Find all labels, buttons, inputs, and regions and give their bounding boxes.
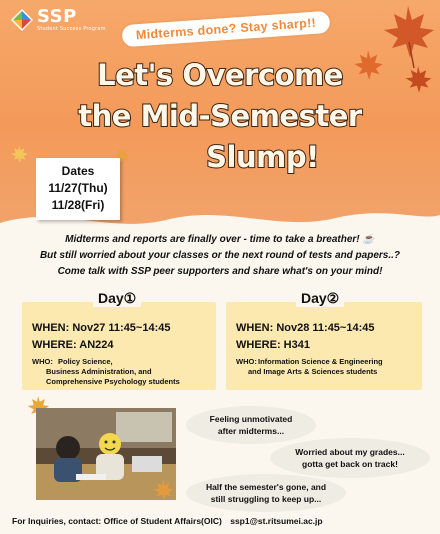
title-line-3: Slump!: [206, 140, 319, 174]
bubble-line: Half the semester's gone, and: [205, 482, 327, 492]
bubble-line: still struggling to keep up...: [210, 494, 322, 504]
bubble-line: Worried about my grades...: [295, 447, 405, 457]
day1-who-label: WHO:: [32, 357, 53, 366]
dates-label: Dates: [61, 164, 95, 178]
maple-leaf-icon: [8, 144, 30, 168]
day2-label: Day②: [296, 290, 344, 307]
intro-text: [0, 232, 440, 280]
bubble-line: after midterms...: [217, 426, 285, 436]
ssp-logo: [10, 8, 106, 32]
day1-where: WHERE: AN224: [32, 339, 114, 351]
day2-who-label: WHO:: [236, 357, 257, 366]
title-line-2: the Mid-Semester: [78, 99, 362, 133]
day2-where: WHERE: H341: [236, 339, 310, 351]
day1-who-line: Policy Science,: [58, 357, 113, 366]
logo-subtitle: Student Success Program: [37, 26, 106, 32]
tagline-text: Midterms done? Stay sharp!!: [135, 15, 317, 43]
footer-contact: For Inquiries, contact: Office of Student Affairs(OIC): [12, 516, 222, 526]
footer-email[interactable]: ssp1@st.ritsumei.ac.jp: [230, 516, 323, 526]
ssp-logo-icon: [10, 8, 34, 32]
date-item: 11/28(Fri): [51, 198, 105, 212]
date-item: 11/27(Thu): [48, 181, 108, 195]
dates-card: [36, 158, 120, 220]
speech-bubble: [270, 438, 430, 478]
speech-bubble: [186, 406, 316, 444]
day2-who-line: Information Science & Engineering: [258, 357, 383, 366]
speech-bubble: [186, 474, 346, 512]
intro-line: But still worried about your classes or the next round of tests and papers..?: [39, 250, 401, 261]
intro-line: Midterms and reports are finally over - time to take a breather! ☕: [65, 234, 375, 245]
day1-label: Day①: [93, 290, 141, 307]
footer: [12, 516, 432, 526]
intro-line: Come talk with SSP peer supporters and share what's on your mind!: [57, 266, 383, 277]
logo-name: SSP: [37, 6, 77, 27]
day2-box: [226, 302, 422, 390]
title-line-1: Let's Overcome: [97, 58, 343, 92]
maple-leaf-icon: [150, 478, 176, 506]
bubble-line: gotta get back on track!: [302, 459, 398, 469]
day1-who-line: Business Administration, and: [46, 367, 152, 376]
day2-who-line: and Image Arts & Sciences students: [248, 367, 378, 376]
day2-when: WHEN: Nov28 11:45~14:45: [236, 322, 375, 334]
day1-box: [22, 302, 216, 390]
day1-who-line: Comprehensive Psychology students: [46, 377, 180, 386]
bubble-line: Feeling unmotivated: [209, 414, 293, 424]
day1-when: WHEN: Nov27 11:45~14:45: [32, 322, 171, 334]
